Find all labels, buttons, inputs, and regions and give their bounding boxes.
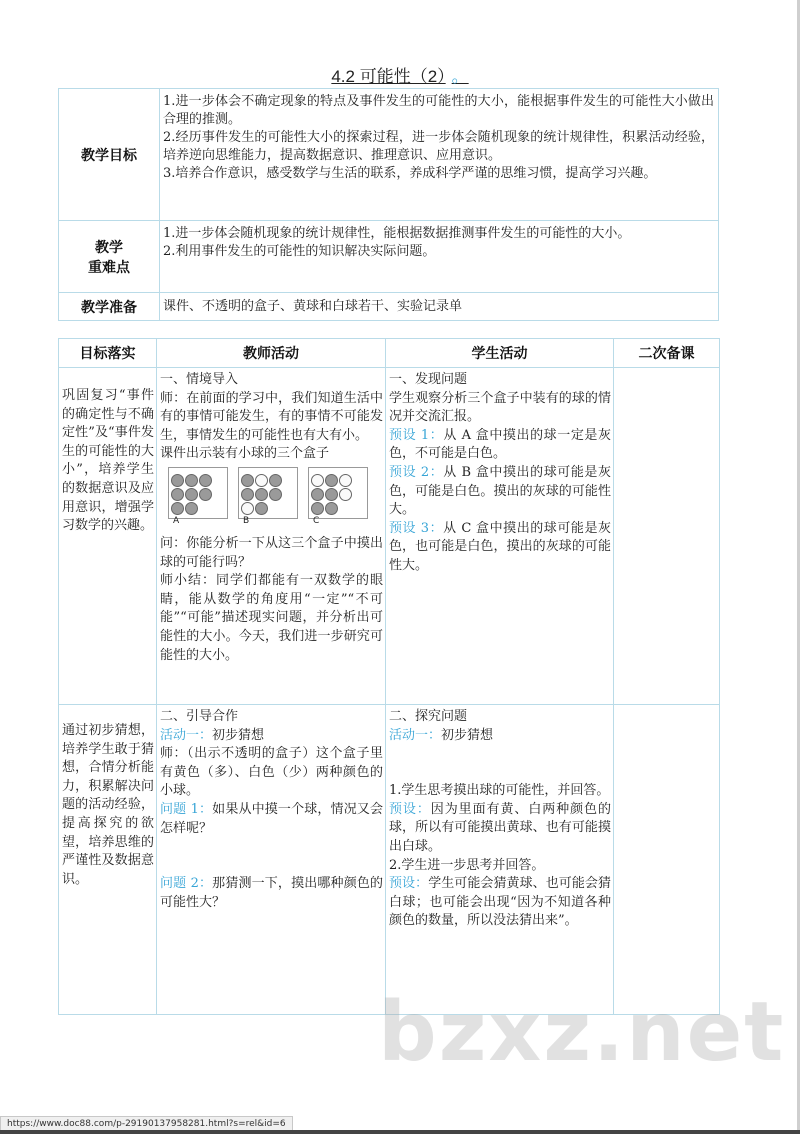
preset-text: 从 A 盒中摸出的球一定是灰色，不可能是白色。: [389, 427, 611, 462]
goal-line: 2.经历事件发生的可能性大小的探索过程，进一步体会随机现象的统计规律性，积累活动经验，培养逆向思维能力，提高数据意识、推理意识、应用意识。: [163, 130, 714, 163]
question-text: 那猜测一下，摸出哪种颜色的可能性大？: [160, 876, 383, 910]
paragraph: 师：（出示不透明的盒子）这个盒子里有黄色（多）、白色（少）两种颜色的小球。: [160, 746, 383, 799]
key-label-line: 重难点: [88, 259, 130, 276]
table-row: [59, 368, 720, 705]
activity-label: 活动一：: [160, 727, 213, 743]
paragraph: 课件出示装有小球的三个盒子: [160, 446, 330, 462]
box-label: C: [313, 516, 320, 527]
preset-text: 从 B 盒中摸出的球可能是灰色，可能是白色。摸出的灰球的可能性大。: [389, 464, 611, 518]
key-line: 2.利用事件发生的可能性的知识解决实际问题。: [163, 244, 436, 259]
header-student: 学生活动: [386, 339, 614, 368]
activity-label: 活动一：: [389, 727, 442, 743]
preset-label: 预设 3：: [389, 520, 444, 536]
header-teacher: 教师活动: [157, 339, 386, 368]
section-heading: 二、探究问题: [389, 709, 468, 724]
row2-second-prep: [614, 705, 720, 1015]
preset-label: 预设 1：: [389, 427, 444, 443]
paragraph: 师：在前面的学习中，我们知道生活中有的事情可能发生，有的事情不可能发生，事情发生的可能性也有大有小。: [160, 390, 383, 443]
paragraph: 1.学生思考摸出球的可能性，并回答。: [389, 783, 610, 799]
paragraph: 问：你能分析一下从这三个盒子中摸出球的可能行吗？: [160, 535, 383, 570]
ball-boxes-figure: [168, 467, 383, 527]
activity-table: [58, 338, 720, 1015]
paragraph: 2.学生进一步思考并回答。: [389, 857, 545, 873]
row2-teacher: [157, 705, 386, 1015]
prep-content: 课件、不透明的盒子、黄球和白球若干、实验记录单: [160, 293, 719, 321]
preset-text: 因为里面有黄、白两种颜色的球，所以有可能摸出黄球、也有可能摸出白球。: [389, 801, 611, 854]
watermark: bzxz.net: [378, 985, 786, 1080]
row2-student: [386, 705, 614, 1015]
goal-label: 教学目标: [59, 89, 160, 221]
section-heading: 二、引导合作: [160, 709, 239, 724]
row1-goal: [59, 368, 157, 705]
goal-text: 通过初步猜想，培养学生敢于猜想，合情分析能力，积累解决问题的活动经验，提高探究的欲望，培养思维的严谨性及数据意识。: [62, 723, 154, 887]
key-label-line: 教学: [95, 239, 123, 256]
table-row: [59, 705, 720, 1015]
box-a: [168, 467, 228, 527]
section-heading: 一、情境导入: [160, 372, 239, 387]
goal-text: 巩固复习“事件的确定性与不确定性”及“事件发生的可能性的大小”，培养学生的数据意识及应用意识，增强学习数学的兴趣。: [62, 388, 154, 534]
question-label: 问题 1：: [160, 801, 213, 817]
header-goal: 目标落实: [59, 339, 157, 368]
goal-content: [160, 89, 719, 221]
preset: [389, 520, 611, 576]
preset: [389, 464, 611, 520]
preset-text: 学生可能会猜黄球、也可能会猜白球；也可能会出现“因为不知道各种颜色的数量，所以没法猜出来”。: [389, 876, 611, 929]
goal-line: 1.进一步体会不确定现象的特点及事件发生的可能性的大小，能根据事件发生的可能性大小做出合理的推测。: [163, 94, 714, 127]
activity-heading: [160, 727, 383, 746]
preset: [389, 801, 611, 857]
question-text: 如果从中摸一个球，情况又会怎样呢？: [160, 801, 383, 836]
bottom-bar: [0, 1130, 800, 1134]
box-c: [308, 467, 368, 527]
paragraph: 学生观察分析三个盒子中装有的球的情况并交流汇报。: [389, 390, 611, 425]
preset: [389, 875, 611, 931]
row2-goal: [59, 705, 157, 1015]
status-url: https://www.doc88.com/p-29190137958281.html?s=rel&id=6: [0, 1116, 293, 1132]
row1-second-prep: [614, 368, 720, 705]
objectives-table: [58, 88, 719, 321]
preset-text: 从 C 盒中摸出的球可能是灰色，也可能是白色，摸出的灰球的可能性大。: [389, 520, 612, 573]
header-second-prep: 二次备课: [614, 339, 720, 368]
prep-label: 教学准备: [59, 293, 160, 321]
box-b: [238, 467, 298, 527]
question: [160, 801, 383, 838]
key-line: 1.进一步体会随机现象的统计规律性，能根据数据推测事件发生的可能性的大小。: [163, 226, 631, 241]
key-points-content: [160, 221, 719, 293]
activity-heading: [389, 727, 611, 746]
preset-label: 预设：: [389, 876, 429, 892]
paragraph: 师小结：同学们都能有一双数学的眼睛，能从数学的角度用“一定”“不可能”“可能”描述现实问题，并分析出可能性的大小。今天，我们进一步研究可能性的大小。: [160, 573, 383, 663]
row1-student: [386, 368, 614, 705]
activity-text: 初步猜想: [441, 727, 494, 743]
goal-line: 3.培养合作意识，感受数学与生活的联系，养成科学严谨的思维习惯，提高学习兴趣。: [163, 166, 657, 181]
activity-text: 初步猜想: [212, 727, 265, 743]
page-title: [0, 62, 800, 87]
preset-label: 预设：: [389, 801, 431, 817]
page-title-text: 4.2 可能性（2）: [331, 67, 446, 86]
box-label: B: [243, 516, 250, 527]
preset: [389, 427, 611, 464]
row1-teacher: [157, 368, 386, 705]
preset-label: 预设 2：: [389, 464, 444, 480]
title-dot: 。: [451, 67, 469, 86]
key-points-label: [59, 221, 160, 293]
box-label: A: [173, 516, 180, 527]
question: [160, 875, 383, 912]
question-label: 问题 2：: [160, 876, 213, 892]
section-heading: 一、发现问题: [389, 372, 468, 387]
